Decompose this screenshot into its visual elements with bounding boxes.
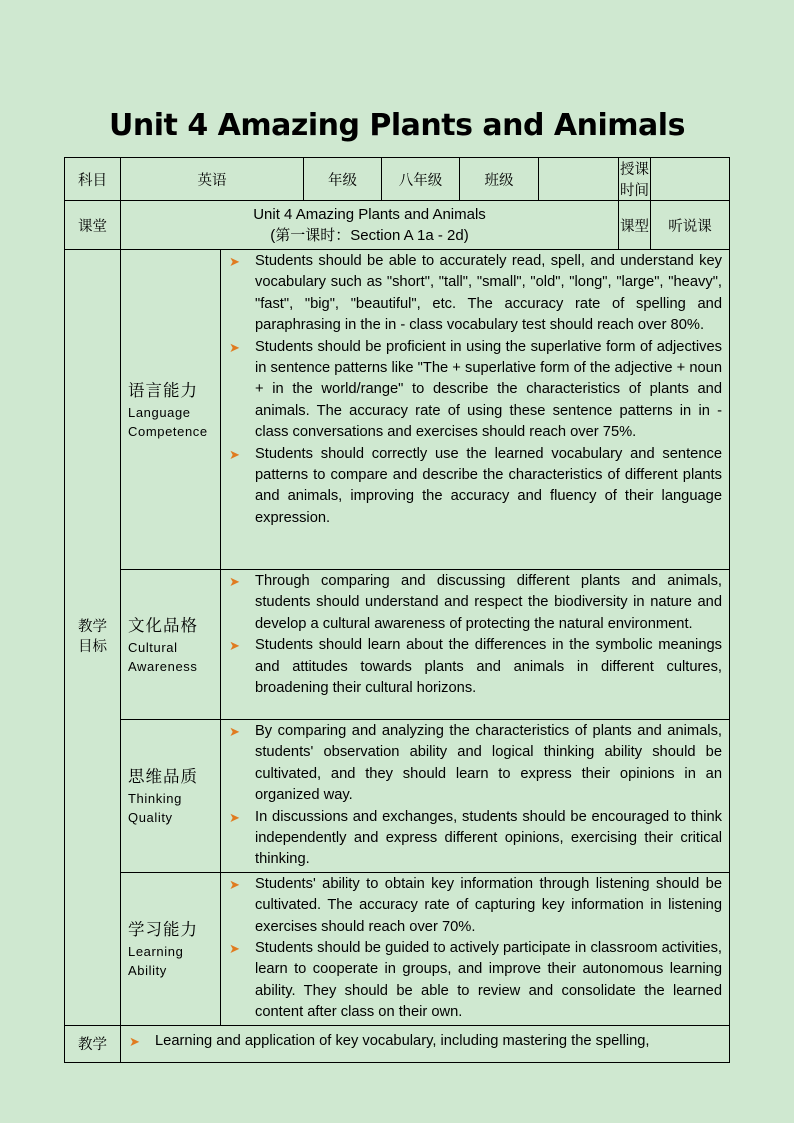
list-item-text: By comparing and analyzing the characteristics of plants and animals, students' observation ability and logical thinking ability should be cultivated, and they should learn to express their opinions in an organized way. xyxy=(255,723,722,804)
header-row xyxy=(65,158,730,201)
goal-category-en: Learning xyxy=(128,943,184,959)
goal-category-en: Quality xyxy=(128,809,173,825)
goal-category-en: Thinking xyxy=(128,790,182,806)
list-item xyxy=(229,807,722,871)
arrow-bullet-icon: ➤ xyxy=(229,809,240,825)
goal-category xyxy=(121,720,221,873)
goal-row xyxy=(65,872,730,1025)
lesson-title-line1: Unit 4 Amazing Plants and Animals xyxy=(253,206,486,223)
arrow-bullet-icon: ➤ xyxy=(229,446,240,462)
list-item xyxy=(229,571,722,635)
list-item-text: Students should be guided to actively participate in classroom activities, learn to cooperate in groups, and improve their autonomous learning ability. They should be able to review and consolidate the learned content after class on their own. xyxy=(255,940,722,1021)
list-item-text: Students should be proficient in using the superlative form of adjectives in sentence patterns like "The + superlative form of the adjective + noun + in the world/range" to describe the characteristics of plants and animals. The accuracy rate of using these sentence patterns in in - class conversations and exercises should reach over 75%. xyxy=(255,338,722,441)
arrow-bullet-icon: ➤ xyxy=(229,339,240,355)
class-label: 班级 xyxy=(460,158,539,201)
goal-row xyxy=(65,250,730,570)
next-row-label: 教学 xyxy=(65,1025,121,1062)
goal-category-zh: 思维品质 xyxy=(128,767,198,786)
list-item-text: Students' ability to obtain key information through listening should be cultivated. The accuracy rate of capturing key information in listening exercises should reach over 70%. xyxy=(255,875,722,935)
arrow-bullet-icon: ➤ xyxy=(229,574,240,589)
list-item xyxy=(229,251,722,337)
list-item xyxy=(229,635,722,699)
goal-items xyxy=(221,570,730,720)
goal-category-en: Cultural xyxy=(128,639,178,655)
arrow-bullet-icon: ➤ xyxy=(229,941,240,957)
list-item xyxy=(229,938,722,1024)
class-value xyxy=(539,158,619,201)
arrow-bullet-icon: ➤ xyxy=(229,724,240,739)
list-item-text: Students should learn about the differences in the symbolic meanings and attitudes towards plants and animals in different cultures, broadening their cultural horizons. xyxy=(255,637,722,697)
goal-row xyxy=(65,570,730,720)
subject-label: 科目 xyxy=(65,158,121,201)
goal-category-en: Competence xyxy=(128,423,208,439)
goals-label xyxy=(65,250,121,1026)
goal-category-zh: 学习能力 xyxy=(128,920,198,939)
arrow-bullet-icon: ➤ xyxy=(129,1033,140,1049)
list-item xyxy=(229,721,722,807)
time-value xyxy=(651,158,730,201)
grade-label: 年级 xyxy=(304,158,382,201)
list-item xyxy=(229,337,722,444)
arrow-bullet-icon: ➤ xyxy=(229,638,240,654)
list-item-text: In discussions and exchanges, students should be encouraged to think independently and express different opinions, exercising their critical thinking. xyxy=(255,808,722,868)
goal-category xyxy=(121,250,221,570)
lesson-title-line2: (第一课时：Section A 1a - 2d) xyxy=(270,227,469,244)
lesson-label: 课堂 xyxy=(65,201,121,250)
goal-row xyxy=(65,720,730,873)
subject-value: 英语 xyxy=(121,158,304,201)
goal-category xyxy=(121,570,221,720)
arrow-bullet-icon: ➤ xyxy=(229,254,240,269)
goal-items xyxy=(221,720,730,873)
goals-label-line1: 教学 xyxy=(78,619,107,636)
goal-category-zh: 文化品格 xyxy=(128,616,198,635)
list-item xyxy=(129,1031,722,1055)
type-label: 课型 xyxy=(619,201,651,250)
goal-category-en: Language xyxy=(128,404,191,420)
goal-category-en: Ability xyxy=(128,962,167,978)
list-item-text: Students should be able to accurately read, spell, and understand key vocabulary such as "short", "tall", "small", "old", "long", "large", "heavy", "fast", "big", "beautiful", etc. The accuracy rate of spelling and paraphrasing in the in - class vocabulary test should reach over 80%. xyxy=(255,253,722,334)
next-row xyxy=(65,1025,730,1062)
document-title: Unit 4 Amazing Plants and Animals xyxy=(109,108,685,143)
goal-category xyxy=(121,872,221,1025)
goals-label-line2: 目标 xyxy=(78,639,107,656)
lesson-plan-table xyxy=(64,157,730,1063)
type-value: 听说课 xyxy=(651,201,730,250)
lesson-title xyxy=(121,201,619,250)
grade-value: 八年级 xyxy=(382,158,460,201)
next-row-content xyxy=(121,1025,730,1062)
time-label: 授课时间 xyxy=(619,158,651,201)
goal-category-zh: 语言能力 xyxy=(128,381,198,400)
list-item xyxy=(229,874,722,938)
list-item xyxy=(229,444,722,530)
lesson-row xyxy=(65,201,730,250)
arrow-bullet-icon: ➤ xyxy=(229,876,240,892)
list-item-text: Students should correctly use the learned vocabulary and sentence patterns to compare and describe the characteristics of different plants and animals, improving the accuracy and fluency of their language expression. xyxy=(255,445,722,526)
goal-items xyxy=(221,872,730,1025)
goal-items xyxy=(221,250,730,570)
list-item-text: Learning and application of key vocabulary, including mastering the spelling, xyxy=(155,1032,650,1049)
list-item-text: Through comparing and discussing different plants and animals, students should understand and respect the biodiversity in nature and develop a cultural awareness of protecting the natural environment. xyxy=(255,573,722,632)
goal-category-en: Awareness xyxy=(128,658,198,674)
